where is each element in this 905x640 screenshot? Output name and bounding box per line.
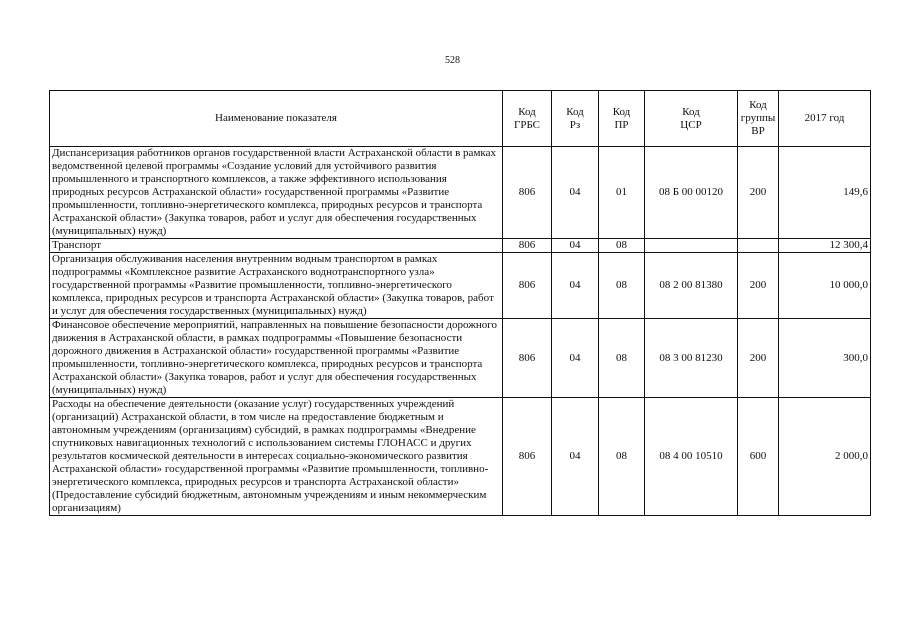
row-vr: 200 <box>738 319 779 398</box>
row-vr: 200 <box>738 147 779 239</box>
page-number: 528 <box>445 55 460 66</box>
row-pr: 08 <box>599 239 645 253</box>
header-csr <box>645 91 738 147</box>
row-rz: 04 <box>552 398 599 516</box>
budget-table <box>49 90 871 516</box>
row-amount: 149,6 <box>779 147 871 239</box>
table-row <box>50 398 871 516</box>
table-row <box>50 239 871 253</box>
row-rz: 04 <box>552 253 599 319</box>
row-name: Транспорт <box>50 239 503 253</box>
table-row <box>50 147 871 239</box>
header-vr-line-2: группы <box>740 112 776 124</box>
row-pr: 01 <box>599 147 645 239</box>
header-rz-line-2: Рз <box>569 118 581 131</box>
row-vr: 200 <box>738 253 779 319</box>
row-grbs: 806 <box>503 147 552 239</box>
header-pr <box>599 91 645 147</box>
header-csr-line-1: Код <box>682 105 700 118</box>
row-csr: 08 4 00 10510 <box>645 398 738 516</box>
row-amount: 10 000,0 <box>779 253 871 319</box>
header-pr-line-1: Код <box>612 105 631 118</box>
row-grbs: 806 <box>503 239 552 253</box>
header-rz-line-1: Код <box>566 105 584 118</box>
header-grbs-line-1: Код <box>518 105 536 118</box>
table-row <box>50 319 871 398</box>
row-rz: 04 <box>552 147 599 239</box>
header-rz <box>552 91 599 147</box>
row-rz: 04 <box>552 319 599 398</box>
row-pr: 08 <box>599 253 645 319</box>
row-csr: 08 Б 00 00120 <box>645 147 738 239</box>
header-vr <box>738 91 779 147</box>
row-vr <box>738 239 779 253</box>
header-vr-line-3: ВР <box>751 125 765 137</box>
row-rz: 04 <box>552 239 599 253</box>
table-row <box>50 253 871 319</box>
row-amount: 300,0 <box>779 319 871 398</box>
header-vr-line-1: Код <box>749 99 767 111</box>
row-name: Расходы на обеспечение деятельности (оказание услуг) государственных учреждений (организаций) Астраханской области, в том числе на предоставление бюджетным и автономным учреждениям (организациям) субсидий, в рамках подпрограммы «Внедрение спутниковых навигационных технологий с использованием системы ГЛОНАСС и других результатов космической деятельности в интересах социально-экономического развития Астраханской области» государственной программы «Развитие промышленности, топливно-энергетического комплекса, природных ресурсов и транспорта Астраханской области» (Предоставление субсидий бюджетным, автономным учреждениям и иным некоммерческим организациям) <box>50 398 503 516</box>
row-name: Организация обслуживания населения внутренним водным транспортом в рамках подпрограммы «Комплексное развитие Астраханского воднотранспортного узла» государственной программы «Развитие промышленности, топливно-энергетического комплекса, природных ресурсов и транспорта Астраханской области» (Закупка товаров, работ и услуг для обеспечения государственных (муниципальных) нужд) <box>50 253 503 319</box>
header-name: Наименование показателя <box>50 91 503 147</box>
row-pr: 08 <box>599 319 645 398</box>
row-vr: 600 <box>738 398 779 516</box>
header-grbs <box>503 91 552 147</box>
row-csr: 08 3 00 81230 <box>645 319 738 398</box>
row-csr <box>645 239 738 253</box>
row-csr: 08 2 00 81380 <box>645 253 738 319</box>
header-year: 2017 год <box>779 91 871 147</box>
row-pr: 08 <box>599 398 645 516</box>
header-pr-line-2: ПР <box>614 118 629 131</box>
header-row <box>50 91 871 147</box>
table-header <box>50 91 871 147</box>
row-name: Финансовое обеспечение мероприятий, направленных на повышение безопасности дорожного движения в Астраханской области, в рамках подпрограммы «Повышение безопасности дорожного движения в Астраханской области» государственной программы «Развитие промышленности, топливно-энергетического комплекса, природных ресурсов и транспорта Астраханской области» (Закупка товаров, работ и услуг для обеспечения государственных (муниципальных) нужд) <box>50 319 503 398</box>
row-name: Диспансеризация работников органов государственной власти Астраханской области в рамках ведомственной целевой программы «Создание условий для устойчивого развития промышленного и транспортного комплексов, а также эффективного использования природных ресурсов Астраханской области» государственной программы «Развитие промышленности, топливно-энергетического комплекса, природных ресурсов и транспорта Астраханской области» (Закупка товаров, работ и услуг для обеспечения государственных (муниципальных) нужд) <box>50 147 503 239</box>
header-grbs-line-2: ГРБС <box>513 118 541 131</box>
header-csr-line-2: ЦСР <box>680 118 702 131</box>
row-amount: 12 300,4 <box>779 239 871 253</box>
row-grbs: 806 <box>503 398 552 516</box>
row-grbs: 806 <box>503 319 552 398</box>
table-body <box>50 147 871 516</box>
row-amount: 2 000,0 <box>779 398 871 516</box>
row-grbs: 806 <box>503 253 552 319</box>
